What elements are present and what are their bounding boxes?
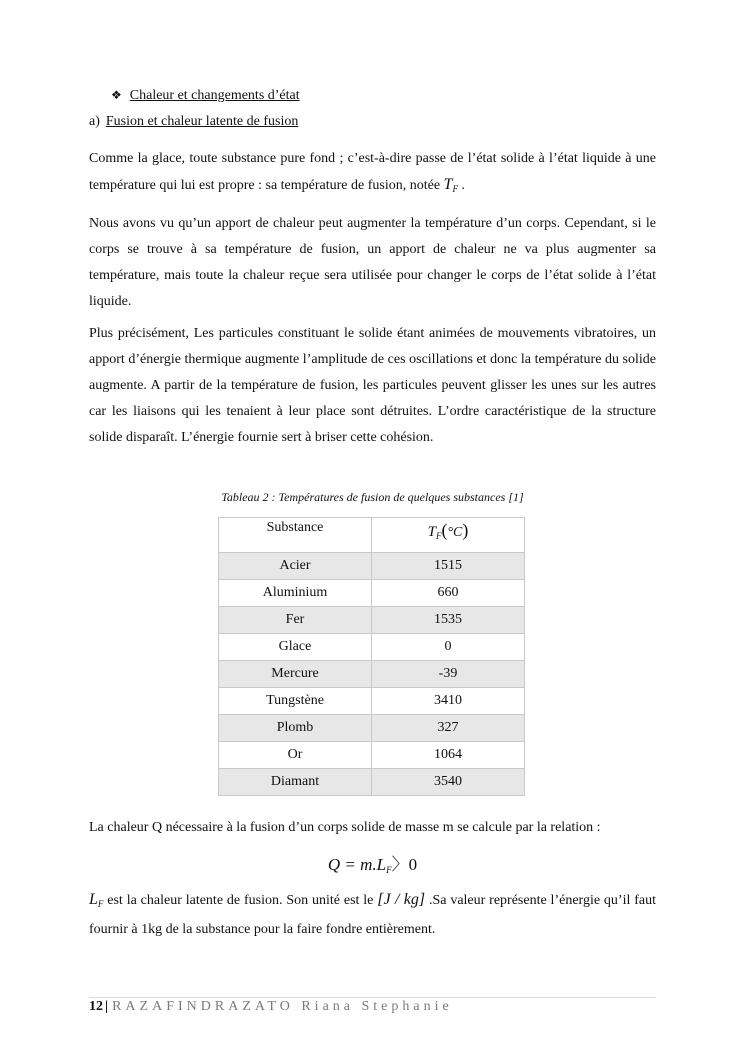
cell-substance: Diamant [219,769,372,796]
subsection-title: Fusion et chaleur latente de fusion [105,114,299,129]
paragraph-4: La chaleur Q nécessaire à la fusion d’un corps solide de masse m se calcule par la relation : [89,820,601,835]
footer-separator: | [105,999,109,1014]
cell-substance: Mercure [219,661,372,688]
paragraph-3: Plus précisément, Les particules constituant le solide étant animées de mouvements vibratoires, un apport d’énergie thermique augmente l’amplitude de ces oscillations et donc la température du solide augmente. A partir de la température de fusion, les particules peuvent glisser les unes sur les autres car les liaisons qui les tenaient à leur place sont détruites. L’ordre caractéristique de la structure solide disparaît. L’énergie fournie sert à briser cette cohésion. [89,326,656,445]
cell-value: 1535 [372,607,525,634]
header-substance: Substance [219,518,372,553]
formula-rhs: 〉0 [391,855,418,874]
header-temperature: $T_F(^\circ C)$ [372,518,525,553]
formula-lhs: Q = m.L [327,855,387,874]
header-unit: °C [447,525,463,540]
table-header-row [219,518,525,553]
paragraph-1 [89,146,656,202]
cell-substance: Or [219,742,372,769]
formula-subscript: F [386,865,392,875]
cell-value: -39 [372,661,525,688]
header-tf-symbol: T [427,524,436,540]
cell-substance: Acier [219,553,372,580]
cell-substance: Plomb [219,715,372,742]
cell-value: 0 [372,634,525,661]
section-heading-text: Chaleur et changements d’état [129,88,300,103]
fusion-temperature-table [218,517,525,796]
header-tf-subscript: F [435,531,442,541]
formula [89,850,656,875]
lf-subscript: F [97,899,104,909]
diamond-bullet-icon: ❖ [111,88,122,102]
tf-subscript: F [452,184,458,194]
page-number: 12 [89,999,103,1014]
cell-value: 3540 [372,769,525,796]
table-row [219,742,525,769]
paragraph-1-end: . [457,178,465,193]
cell-substance: Tungstène [219,688,372,715]
cell-substance: Fer [219,607,372,634]
footer-divider [89,997,656,998]
table-row [219,715,525,742]
section-heading [111,88,300,104]
lf-symbol: L [89,891,98,908]
paragraph-1-text: Comme la glace, toute substance pure fond ; c’est-à-dire passe de l’état solide à l’état liquide à une température qui lui est propre : sa température de fusion, notée [89,151,656,193]
table-row [219,553,525,580]
cell-substance: Aluminium [219,580,372,607]
subsection-heading [89,114,298,130]
footer-author: RAZAFINDRAZATO Riana Stephanie [112,999,453,1014]
paragraph-2: Nous avons vu qu’un apport de chaleur peut augmenter la température d’un corps. Cependant, si le corps se trouve à sa température de fusion, un apport de chaleur ne va plus augmenter sa température, mais toute la chaleur reçue sera utilisée pour changer le corps de l’état solide à l’état liquide. [89,216,656,309]
unit-j-kg: [J / kg] [377,891,426,908]
cell-value: 1515 [372,553,525,580]
cell-value: 327 [372,715,525,742]
subsection-letter: a) [89,114,100,129]
paragraph-5-text-2: .Sa valeur représente l’énergie qu’il faut fournir à 1kg de la substance pour la faire fondre entièrement. [89,893,656,937]
table-row [219,580,525,607]
cell-value: 3410 [372,688,525,715]
tf-symbol: T [443,176,453,193]
paragraph-5-text-1: est la chaleur latente de fusion. Son unité est le [103,893,378,908]
cell-value: 1064 [372,742,525,769]
table-row [219,634,525,661]
table-caption: Tableau 2 : Températures de fusion de quelques substances [1] [221,490,524,504]
cell-substance: Glace [219,634,372,661]
cell-value: 660 [372,580,525,607]
footer [89,999,453,1015]
table-row [219,688,525,715]
table-row [219,607,525,634]
table-row [219,769,525,796]
paragraph-5 [89,887,656,943]
table-row [219,661,525,688]
